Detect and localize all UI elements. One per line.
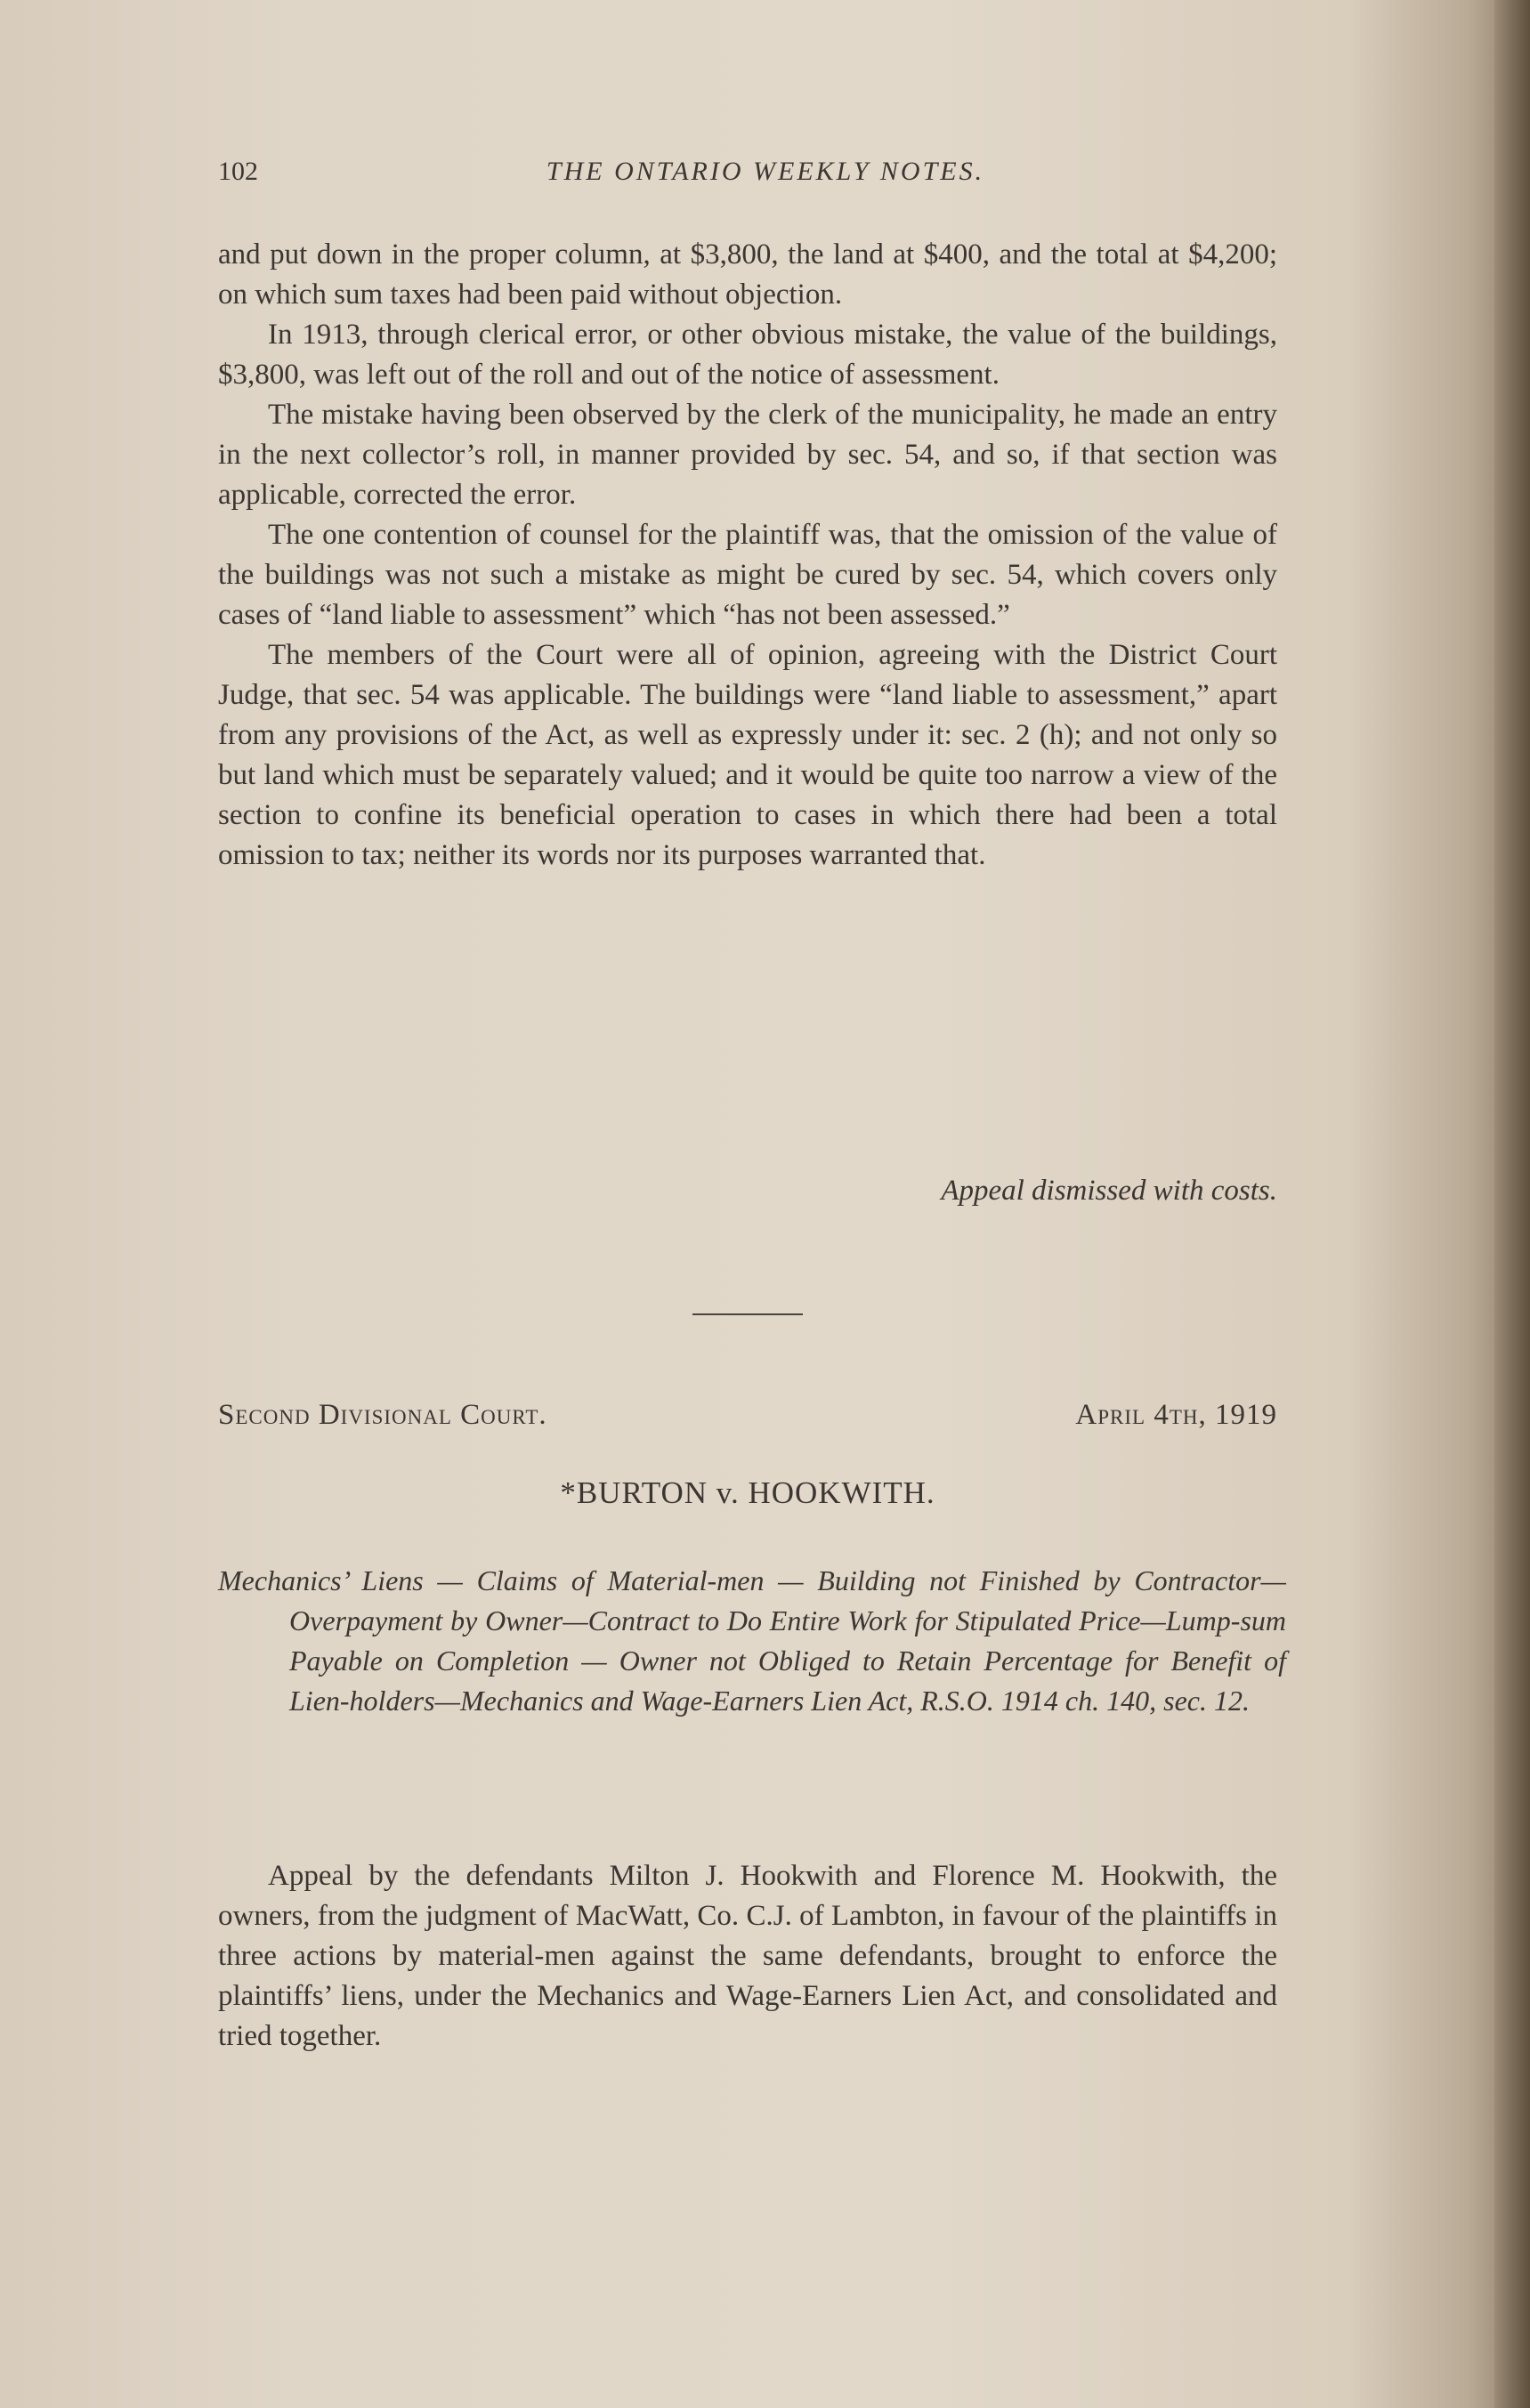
page-header (218, 157, 1277, 201)
headnote: Mechanics’ Liens — Claims of Material-men — Building not Finished by Contractor—Overpayment by Owner—Contract to Do Entire Work for Stipulated Price—Lump-sum Payable on Completion — Owner not Obliged to Retain Percentage for Benefit of Lien-holders—Mechanics and Wage-Earners Lien Act, R.S.O. 1914 ch. 140, sec. 12. (218, 1564, 1286, 1717)
book-spine-shadow (1494, 0, 1530, 2408)
paragraph-2: The mistake having been observed by the clerk of the municipality, he made an entry in the next collector’s roll, in manner provided by sec. 54, and so, if that section was applicable, corrected the error. (218, 399, 1277, 511)
page-number: 102 (218, 157, 258, 186)
case-title: *BURTON v. HOOKWITH. (560, 1475, 935, 1510)
paragraph-1: In 1913, through clerical error, or other obvious mistake, the value of the buildings, $3,800, was left out of the roll and out of the notice of assessment. (218, 319, 1277, 391)
decision-line: Appeal dismissed with costs. (941, 1175, 1277, 1207)
court-date: April 4th, 1919 (1075, 1399, 1277, 1431)
paragraph-3: The one contention of counsel for the plaintiff was, that the omission of the value of the buildings was not such a mistake as might be cured by sec. 54, which covers only cases of “land liable to assessment” which “has not been assessed.” (218, 519, 1277, 631)
court-line (218, 1399, 1277, 1443)
paragraph-lead: and put down in the proper column, at $3,800, the land at $400, and the total at $4,200; on which sum taxes had been paid without objection. (218, 238, 1277, 311)
body-text (218, 235, 1277, 876)
appeal-paragraph: Appeal by the defendants Milton J. Hookwith and Florence M. Hookwith, the owners, from the judgment of MacWatt, Co. C.J. of Lambton, in favour of the plaintiffs in three actions by material-men against the same defendants, brought to enforce the plaintiffs’ liens, under the Mechanics and Wage-Earners Lien Act, and consolidated and tried together. (218, 1860, 1277, 2052)
paragraph-4: The members of the Court were all of opinion, agreeing with the District Court Judge, that sec. 54 was applicable. The buildings were “land liable to assessment,” apart from any provisions of the Act, as well as expressly under it: sec. 2 (h); and not only so but land which must be separately valued; and it would be quite too narrow a view of the section to confine its beneficial operation to cases in which there had been a total omission to tax; neither its words nor its purposes warranted that. (218, 639, 1277, 871)
section-divider (692, 1313, 803, 1315)
court-name: Second Divisional Court. (218, 1399, 547, 1431)
appeal-text (218, 1856, 1277, 2056)
running-title: THE ONTARIO WEEKLY NOTES. (546, 157, 985, 186)
